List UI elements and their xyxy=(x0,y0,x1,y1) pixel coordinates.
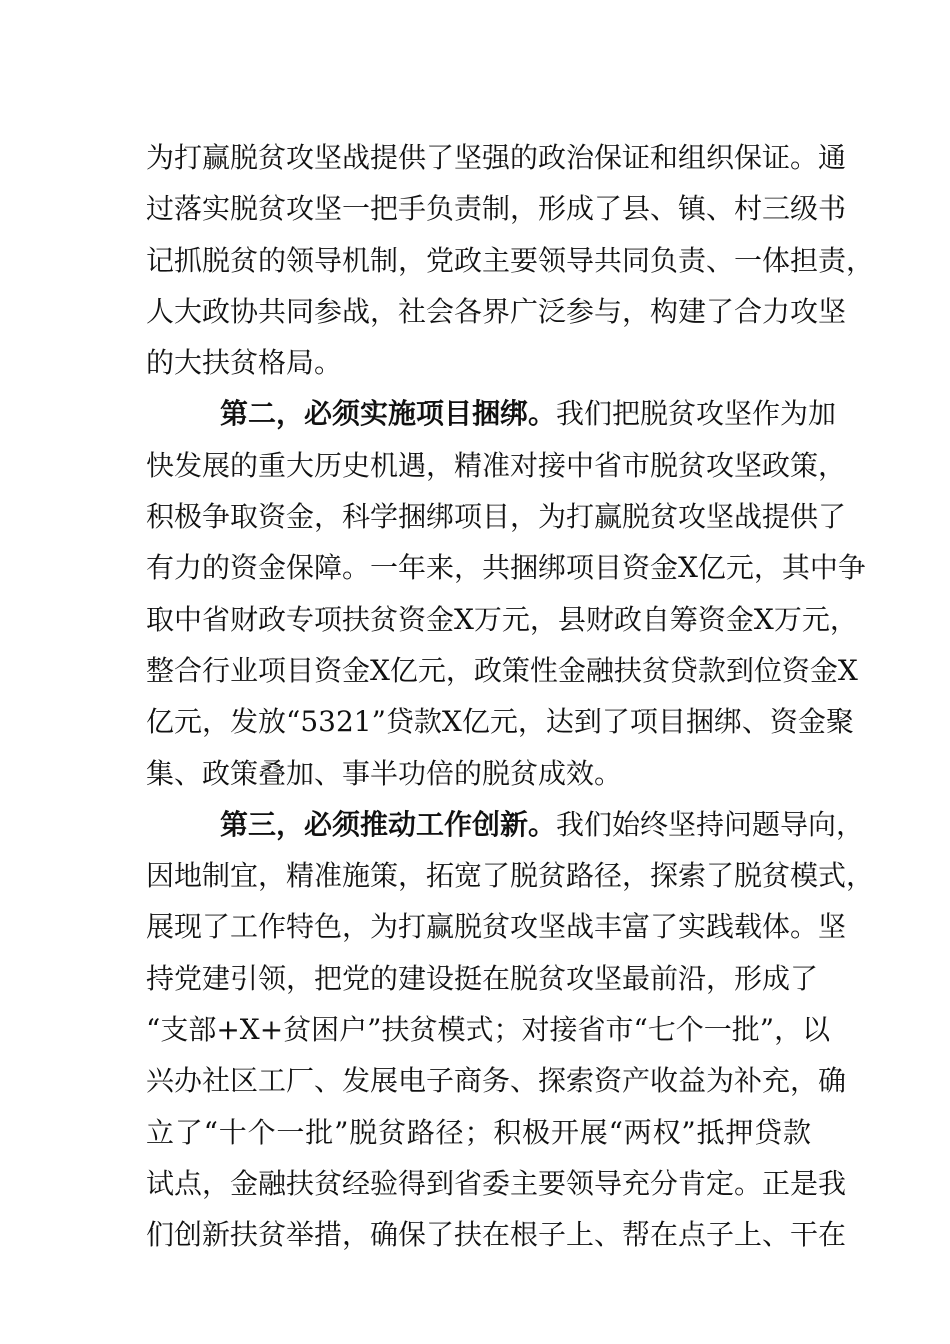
text-line xyxy=(146,696,854,747)
line-text: 积极争取资金，科学捆绑项目，为打赢脱贫攻坚战提供了 xyxy=(146,500,847,534)
text-line xyxy=(146,440,847,491)
line-text: 我们始终坚持问题导向， xyxy=(556,807,865,841)
text-line xyxy=(146,594,858,645)
text-line xyxy=(146,748,811,799)
text-line xyxy=(146,542,866,593)
line-text: 持党建引领，把党的建设挺在脱贫攻坚最前沿，形成了 xyxy=(146,961,819,995)
line-text: 我们把脱贫攻坚作为加 xyxy=(556,397,837,431)
line-text: 试点，金融扶贫经验得到省委主要领导充分肯定。正是我 xyxy=(146,1166,847,1200)
text-line xyxy=(146,1004,831,1055)
line-text: 过落实脱贫攻坚一把手负责制，形成了县、镇、村三级书 xyxy=(146,192,847,226)
text-line xyxy=(146,286,847,337)
line-text: 因地制宜，精准施策，拓宽了脱贫路径，探索了脱贫模式， xyxy=(146,859,875,893)
text-line xyxy=(146,645,858,696)
text-line xyxy=(146,1107,811,1158)
text-line xyxy=(146,1158,847,1209)
text-line xyxy=(146,850,875,901)
body-text xyxy=(146,132,875,1261)
paragraph-heading: 第二，必须实施项目捆绑。 xyxy=(220,397,557,431)
line-text: 们创新扶贫举措，确保了扶在根子上、帮在点子上、干在 xyxy=(146,1218,847,1252)
text-line xyxy=(146,1209,847,1260)
paragraph-heading-line xyxy=(146,388,837,439)
line-text: 取中省财政专项扶贫资金X万元，县财政自筹资金X万元， xyxy=(146,602,858,636)
line-text: 集、政策叠加、事半功倍的脱贫成效。 xyxy=(146,756,623,790)
line-text: 兴办社区工厂、发展电子商务、探索资产收益为补充，确 xyxy=(146,1064,847,1098)
paragraph-heading: 第三，必须推动工作创新。 xyxy=(220,807,557,841)
line-text: 立了“十个一批”脱贫路径；积极开展“两权”抵押贷款 xyxy=(146,1115,811,1149)
line-text: 为打赢脱贫攻坚战提供了坚强的政治保证和组织保证。通 xyxy=(146,141,847,174)
text-line xyxy=(146,337,811,388)
line-text: 人大政协共同参战，社会各界广泛参与，构建了合力攻坚 xyxy=(146,294,847,328)
text-line xyxy=(146,901,847,952)
line-text: 快发展的重大历史机遇，精准对接中省市脱贫攻坚政策， xyxy=(146,448,847,482)
line-text: 有力的资金保障。一年来，共捆绑项目资金X亿元，其中争 xyxy=(146,551,866,585)
line-text: 记抓脱贫的领导机制，党政主要领导共同负责、一体担责， xyxy=(146,243,875,277)
text-line xyxy=(146,235,875,286)
text-line xyxy=(146,132,847,183)
line-text: “支部+X+贫困户”扶贫模式；对接省市“七个一批”，以 xyxy=(146,1013,831,1047)
text-line xyxy=(146,953,819,1004)
text-line xyxy=(146,1055,847,1106)
line-text: 整合行业项目资金X亿元，政策性金融扶贫贷款到位资金X xyxy=(146,653,858,687)
text-line xyxy=(146,491,847,542)
text-line xyxy=(146,183,847,234)
line-text: 亿元，发放“5321”贷款X亿元，达到了项目捆绑、资金聚 xyxy=(146,705,854,739)
paragraph-heading-line xyxy=(146,799,865,850)
line-text: 的大扶贫格局。 xyxy=(146,346,343,380)
line-text: 展现了工作特色，为打赢脱贫攻坚战丰富了实践载体。坚 xyxy=(146,910,847,944)
